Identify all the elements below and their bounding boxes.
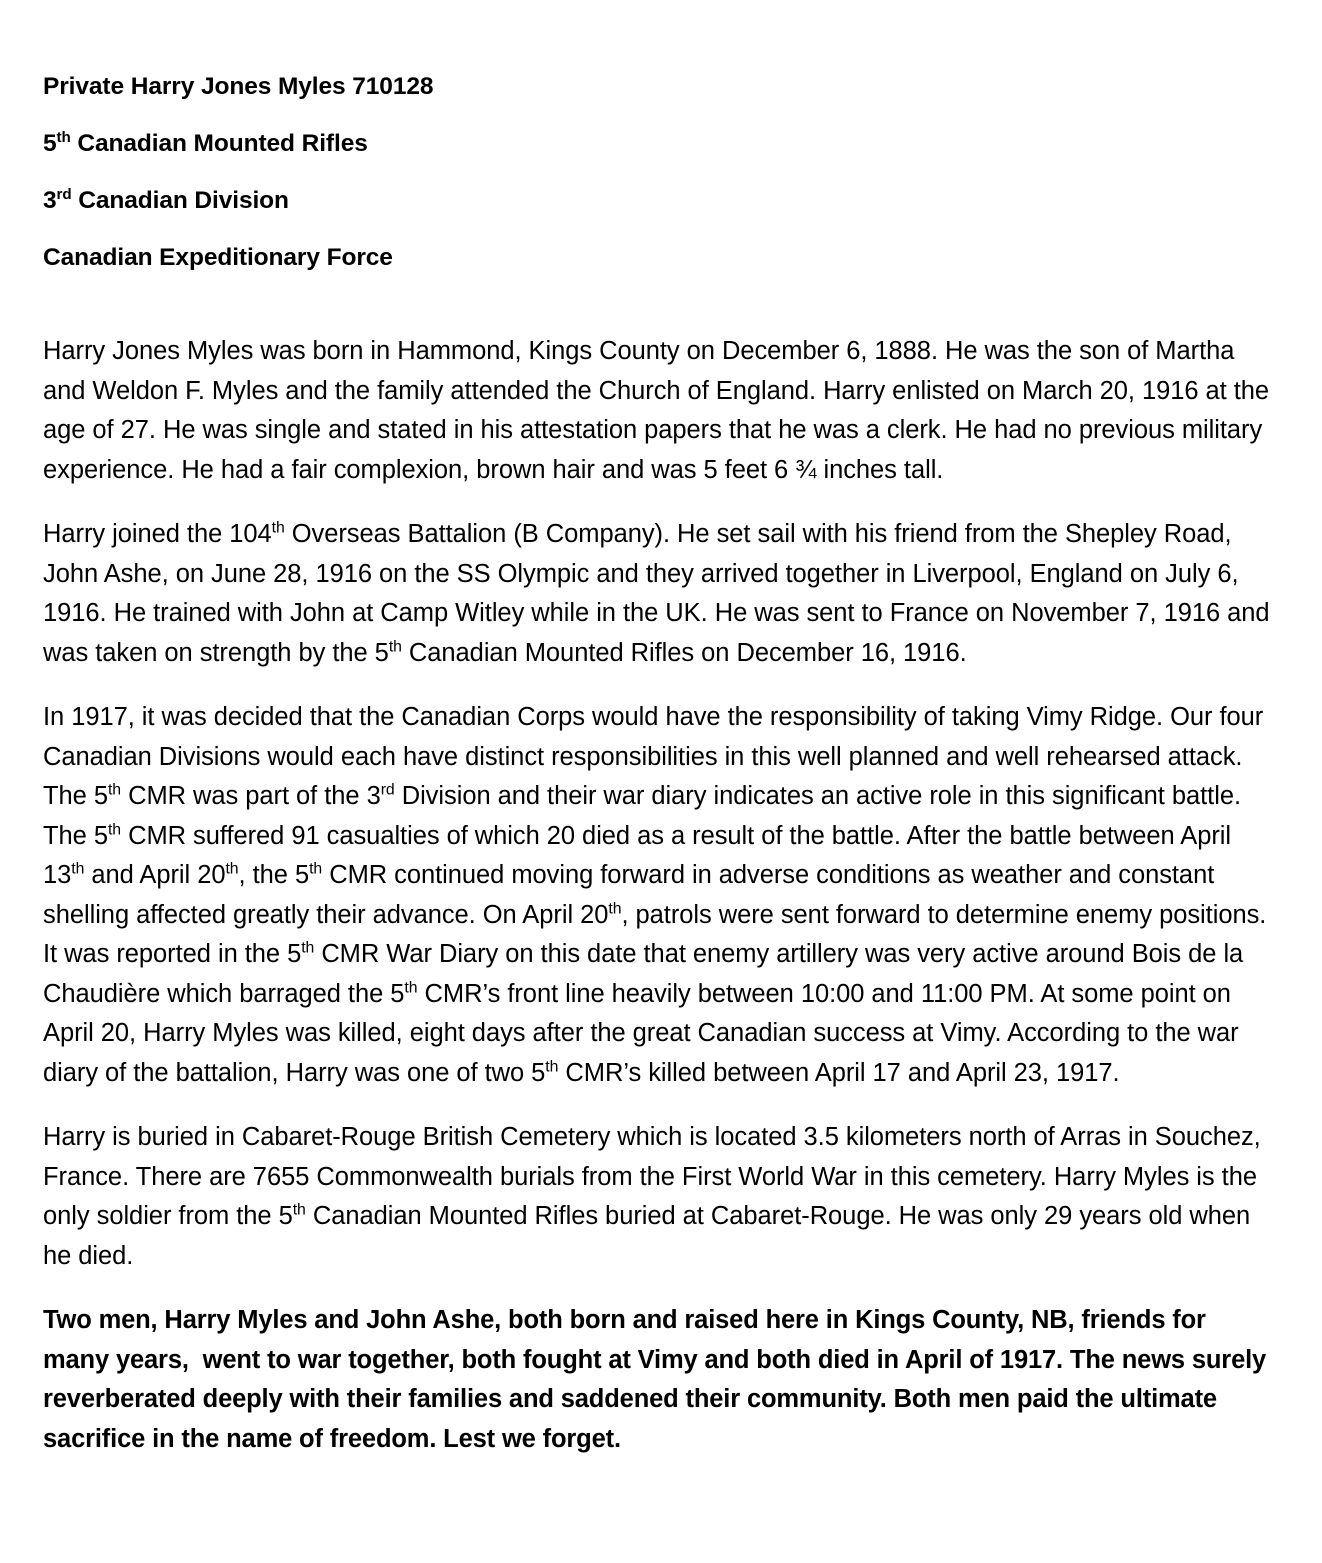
paragraph-4-segment-a: Harry is buried in Cabaret-Rouge British Cemetery which is located 3.5 kilometers north of Arras in Souchez, France. There are 7655 Commonwealth burials from the First World War in this cemetery. Harry Myles is the only soldier from the 5: [43, 1123, 1268, 1230]
paragraph-1-text: Harry Jones Myles was born in Hammond, Kings County on December 6, 1888. He was the son of Martha and Weldon F. Myles and the family attended the Church of England. Harry enlisted on March 20, 1916 at the age of 27. He was single and stated in his attestation papers that he was a clerk. He had no previous military experience. He had a fair complexion, brown hair and was 5 feet 6 ¾ inches tall.: [43, 337, 1277, 484]
ordinal-suffix-5th-cmr: th: [388, 638, 402, 655]
title-line-unit: [43, 115, 1275, 172]
paragraph-2-segment-a: Harry joined the 104: [43, 520, 272, 548]
paragraph-3-segment-e: and April 20: [84, 861, 226, 889]
paragraph-burial-cemetery: [43, 1118, 1275, 1276]
paragraph-3-segment-k: CMR’s killed between April 17 and April 23, 1917.: [558, 1058, 1120, 1087]
title-line-rank-name-number: [43, 58, 1275, 115]
ordinal-suffix-5th-6: th: [545, 1058, 559, 1075]
ordinal-suffix-5th-1: th: [107, 781, 122, 799]
paragraph-3-segment-h: , patrols were sent forward to determine enemy positions. It was reported in the 5: [43, 900, 1274, 968]
paragraph-5-text: Two men, Harry Myles and John Ashe, both born and raised here in Kings County, NB, friends for many years, went to war together, both fought at Vimy and both died in April of 1917. The news surely reverberated deeply with their families and saddened their community. Both men paid the ultimate sacrifice in the name of freedom. Lest we forget.: [43, 1306, 1274, 1453]
paragraph-3-segment-g: CMR continued moving forward in adverse conditions as weather and constant shelling affected greatly their advance. On April 20: [43, 861, 1222, 929]
document-body: [43, 58, 1275, 1459]
ordinal-suffix-april-20th-1: th: [225, 860, 239, 878]
paragraph-3-segment-c: Division and their war diary indicates an active role in this significant battle. The 5: [43, 782, 1248, 850]
ordinal-suffix-5th-cmr-burial: th: [292, 1201, 306, 1219]
title-text-rank-name-number: Private Harry Jones Myles 710128: [43, 73, 434, 100]
unit-label: Canadian Mounted Rifles: [70, 130, 368, 157]
ordinal-suffix-104th: th: [271, 519, 285, 537]
division-ordinal-suffix: rd: [56, 185, 72, 203]
ordinal-suffix-5th-3: th: [309, 860, 323, 878]
title-line-division: [43, 172, 1275, 229]
force-text: Canadian Expeditionary Force: [43, 244, 393, 271]
paragraph-3-segment-d: CMR suffered 91 casualties of which 20 died as a result of the battle. After the battle between April 13: [43, 821, 1239, 889]
paragraph-4-segment-b: Canadian Mounted Rifles buried at Cabaret-Rouge. He was only 29 years old when he died.: [43, 1202, 1258, 1270]
title-body-spacer: [43, 286, 1275, 332]
ordinal-suffix-5th-4: th: [301, 939, 315, 957]
paragraph-3-segment-i: CMR War Diary on this date that enemy artillery was very active around Bois de la Chaudière which barraged the 5: [43, 940, 1251, 1008]
paragraph-3-segment-b: CMR was part of the 3: [121, 782, 381, 810]
paragraph-3-segment-a: In 1917, it was decided that the Canadian Corps would have the responsibility of taking Vimy Ridge. Our four Canadian Divisions would each have distinct responsibilities in this well planned and well rehearsed attack. The 5: [43, 703, 1271, 810]
title-block: [43, 58, 1275, 286]
unit-number: 5: [43, 130, 57, 157]
ordinal-suffix-5th-5: th: [404, 979, 418, 996]
paragraph-closing-tribute: [43, 1301, 1275, 1459]
paragraph-3-segment-f: , the 5: [238, 861, 310, 889]
ordinal-suffix-april-20th-2: th: [608, 900, 622, 917]
division-number: 3: [43, 187, 57, 214]
paragraph-2-segment-c: Canadian Mounted Rifles on December 16, 1916.: [401, 638, 967, 667]
paragraph-biography-early-life: [43, 332, 1275, 490]
title-line-force: [43, 229, 1275, 286]
unit-ordinal-suffix: th: [56, 128, 71, 146]
ordinal-suffix-april-13th: th: [71, 860, 85, 878]
paragraph-3-segment-j: CMR’s front line heavily between 10:00 and 11:00 PM. At some point on April 20, Harry Myles was killed, eight days after the great Canadian success at Vimy. According to the war diary of the battalion, Harry was one of two 5: [43, 979, 1246, 1087]
ordinal-suffix-5th-2: th: [107, 821, 122, 838]
paragraph-2-segment-b: Overseas Battalion (B Company). He set sail with his friend from the Shepley Road, John Ashe, on June 28, 1916 on the SS Olympic and they arrived together in Liverpool, England on July 6, 1916. He trained with John at Camp Witley while in the UK. He was sent to France on November 7, 1916 and was taken on strength by the 5: [43, 520, 1277, 667]
paragraph-enlistment-and-voyage: [43, 515, 1275, 673]
ordinal-suffix-3rd-1: rd: [380, 781, 395, 799]
division-label: Canadian Division: [71, 187, 289, 214]
paragraph-vimy-ridge-battle: [43, 698, 1275, 1093]
